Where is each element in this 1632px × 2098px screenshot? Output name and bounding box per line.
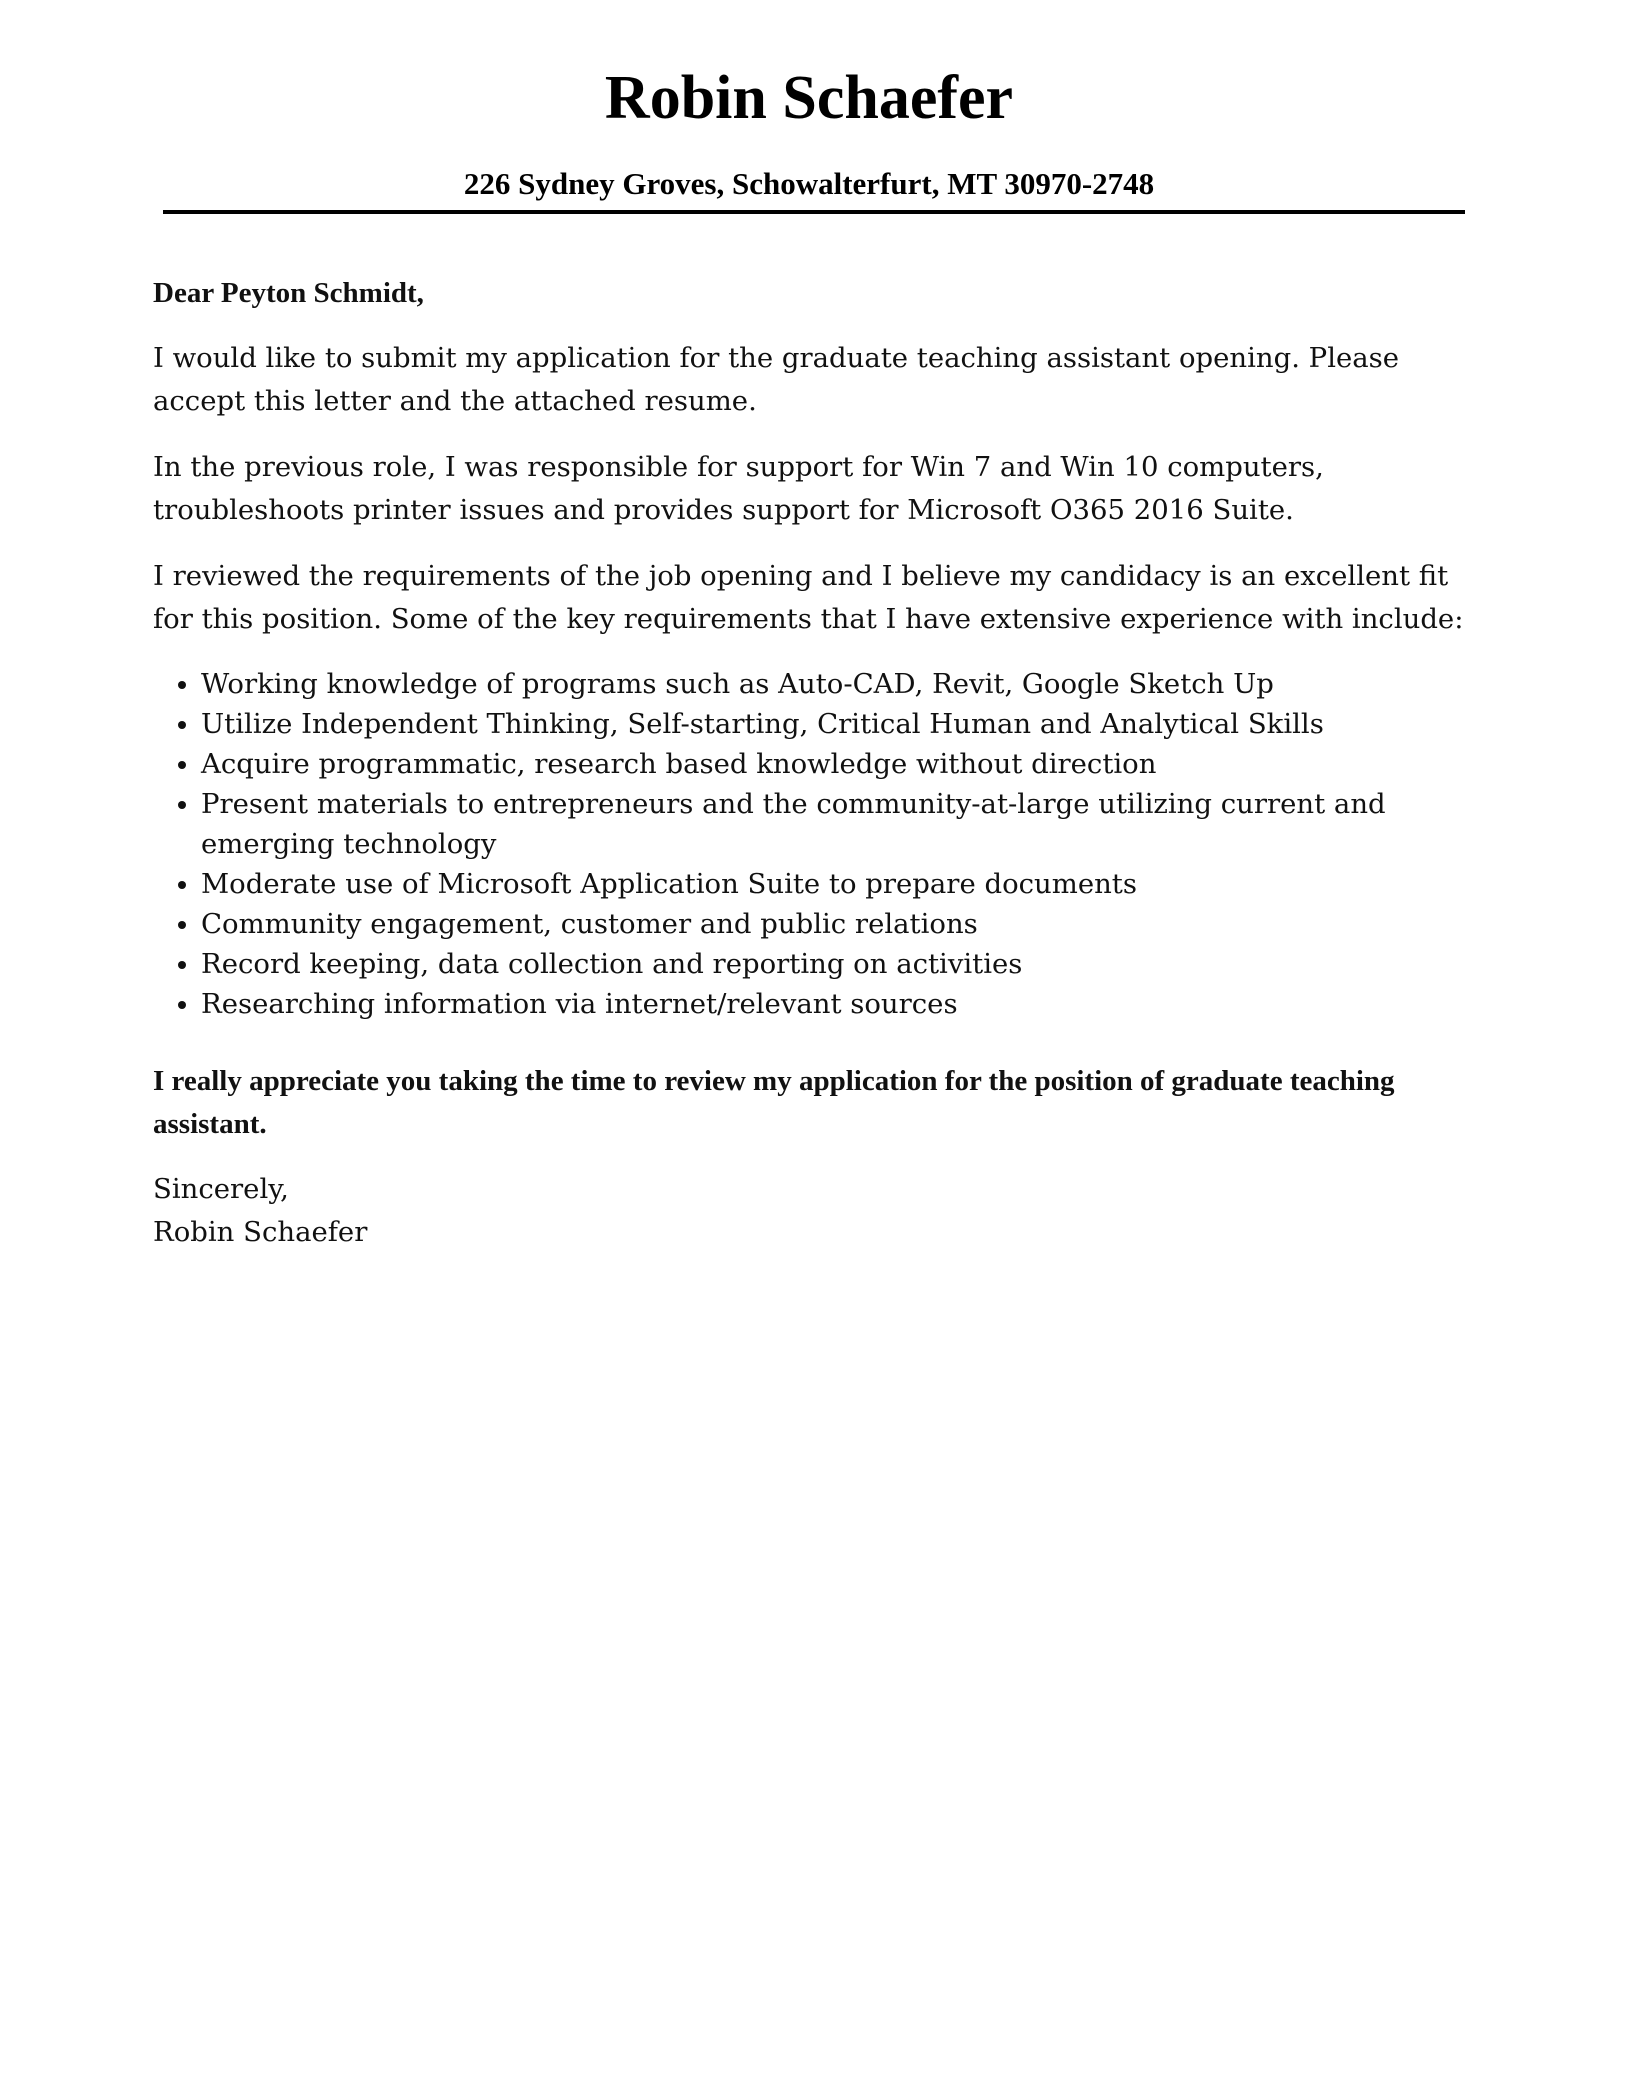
paragraph-intro: I would like to submit my application for the graduate teaching assistant opening. Please accept this letter and the attached resume. [153,342,1400,417]
applicant-address: 226 Sydney Groves, Schowalterfurt, MT 30970-2748 [463,166,1155,201]
list-item: • Moderate use of Microsoft Application Suite to prepare documents [201,864,1473,904]
list-item: • Working knowledge of programs such as Auto-CAD, Revit, Google Sketch Up [201,664,1473,704]
list-item: • Utilize Independent Thinking, Self-starting, Critical Human and Analytical Skills [201,704,1473,744]
header-divider [163,210,1465,214]
list-item: • Researching information via internet/relevant sources [201,984,1473,1024]
list-item: • Community engagement, customer and public relations [201,904,1473,944]
list-item: • Acquire programmatic, research based knowledge without direction [201,744,1473,784]
letter-body [153,272,1473,1254]
paragraph-experience: In the previous role, I was responsible for support for Win 7 and Win 10 computers, troubleshoots printer issues and provides support for Microsoft O365 2016 Suite. [153,451,1324,526]
salutation: Dear Peyton Schmidt, [153,277,424,309]
list-item: • Present materials to entrepreneurs and the community-at-large utilizing current and emerging technology [201,784,1473,864]
list-item: • Record keeping, data collection and reporting on activities [201,944,1473,984]
signature: Robin Schaefer [153,1216,368,1248]
applicant-name: Robin Schaefer [604,64,1014,132]
signoff: Sincerely, [153,1173,289,1205]
closing-paragraph: I really appreciate you taking the time to review my application for the position of graduate teaching assistant. [153,1065,1395,1140]
requirements-list [153,664,1473,1024]
paragraph-requirements: I reviewed the requirements of the job opening and I believe my candidacy is an excellent fit for this position. Some of the key requirements that I have extensive experience with include: [153,560,1464,635]
